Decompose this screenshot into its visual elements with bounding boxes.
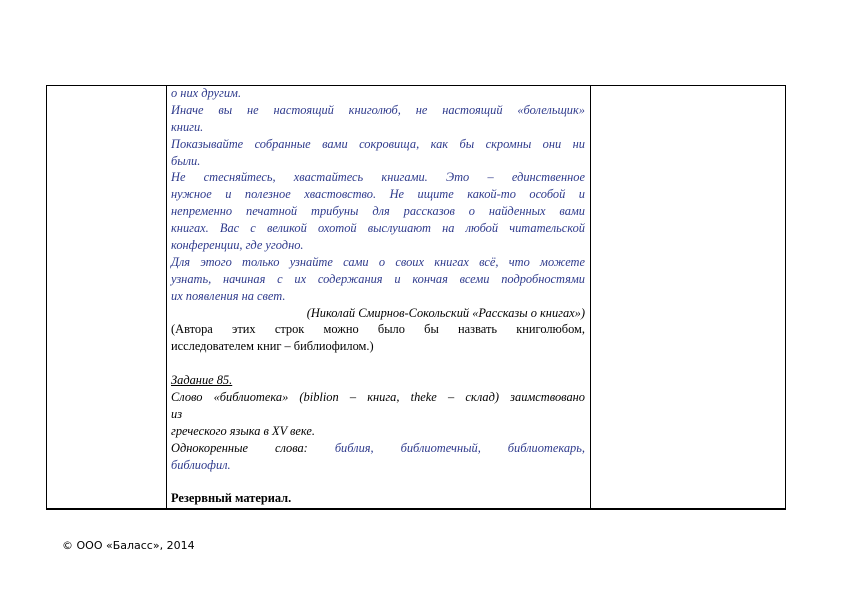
quote-line: были. (171, 153, 201, 168)
quote-line: Не стесняйтесь, хвастайтесь книгами. Это – единственное (171, 170, 585, 185)
quote-line: конференции, где угодно. (171, 238, 304, 253)
quote-line: Иначе вы не настоящий книголюб, не настоящий «болельщик» (171, 102, 585, 117)
quote-line: книги. (171, 119, 204, 134)
quote-line: о них другим. (171, 86, 242, 100)
note-line: исследователем книг – библиофилом.) (171, 339, 374, 354)
quote-line: узнать, начиная с их содержания и кончая всеми подробностями (171, 271, 585, 286)
quote-line: их появления на свет. (171, 288, 286, 303)
task-title: Задание 85. (171, 373, 233, 388)
copyright-footer: © ООО «Баласс», 2014 (62, 539, 195, 552)
main-cell (171, 85, 585, 507)
task-line: из (171, 406, 183, 421)
cognates-line (171, 440, 585, 457)
cognates-words: библия, библиотечный, библиотекарь, (334, 440, 585, 455)
column-divider-right (590, 86, 591, 508)
quote-line: Для этого только узнайте сами о своих книгах всё, что можете (171, 254, 585, 269)
note-line: (Автора этих строк можно было бы назвать книголюбом, (171, 322, 585, 337)
task-line: Слово «библиотека» (biblion – книга, theke – склад) заимствовано (171, 390, 585, 405)
quote-attribution: (Николай Смирнов-Сокольский «Рассказы о книгах») (306, 305, 585, 320)
quote-line: непременно печатной трибуны для рассказов о найденных вами (171, 204, 585, 219)
quote-line: книгах. Вас с великой охотой выслушают на любой читательской (171, 221, 585, 236)
cognates-label: Однокоренные слова: (171, 440, 308, 455)
spacer (171, 355, 585, 372)
quote-line: Показывайте собранные вами сокровища, как бы скромны они ни (171, 136, 585, 151)
column-divider-left (166, 86, 167, 508)
task-line: греческого языка в XV веке. (171, 423, 315, 438)
cognates-words-cont: библиофил. (171, 457, 231, 472)
quote-line: нужное и полезное хвастовство. Не ищите какой-то особой и (171, 187, 585, 202)
spacer (171, 473, 585, 490)
reserve-heading: Резервный материал. (171, 491, 292, 506)
table-bottom-border (46, 508, 786, 510)
